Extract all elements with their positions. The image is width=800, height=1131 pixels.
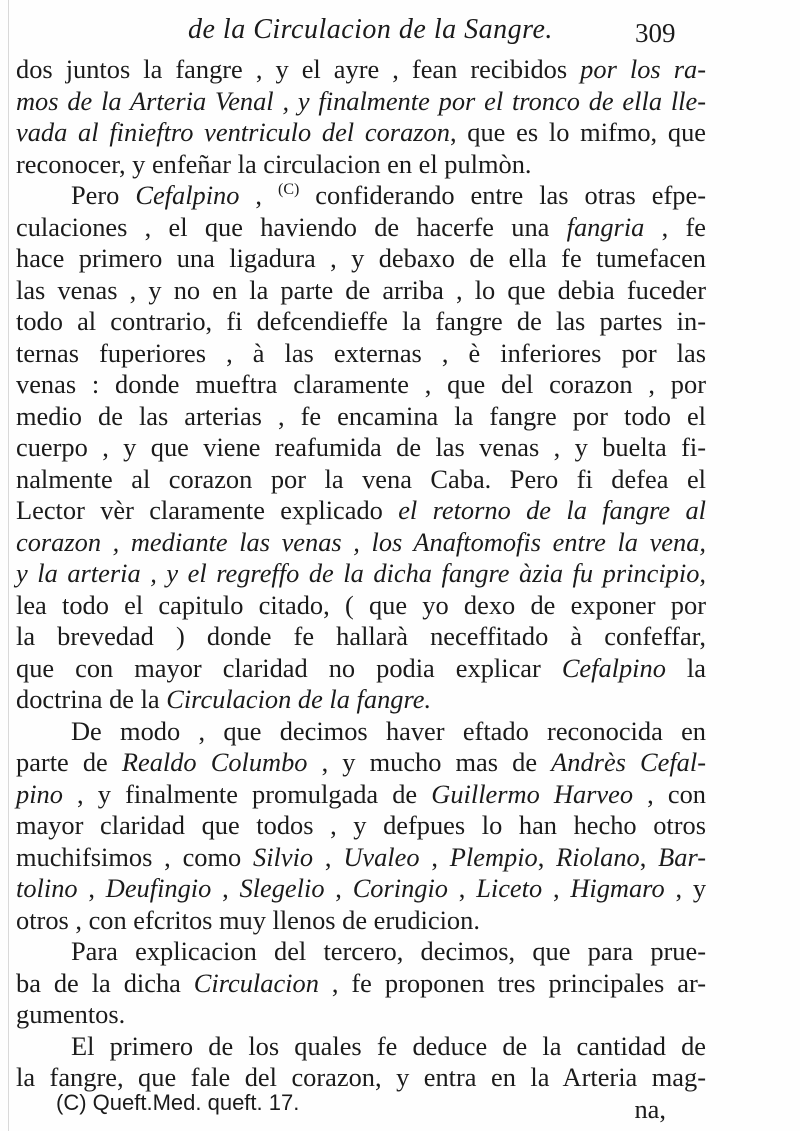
text-run: culaciones , el que haviendo de hacerfe una	[16, 211, 567, 242]
text-run: gumentos.	[16, 999, 126, 1029]
italic-text: fangria	[566, 211, 645, 242]
italic-text: el retorno de la fangre al	[398, 495, 706, 525]
text-run: El primero de los quales fe deduce de la cantidad de	[71, 1030, 706, 1061]
text-run: otros , con efcritos muy llenos de erudicion.	[16, 904, 480, 935]
text-run: hace primero una ligadura , y debaxo de ella fe tumefacen	[16, 243, 706, 273]
italic-text: Riolano	[556, 841, 640, 872]
text-line	[16, 810, 706, 842]
text-run: ,	[419, 841, 450, 872]
text-line	[16, 369, 706, 401]
italic-text: Plempio	[449, 841, 538, 872]
text-run: muchifsimos , como	[16, 841, 254, 872]
text-line	[16, 117, 706, 149]
text-line	[16, 527, 706, 559]
text-line	[16, 905, 706, 937]
page-edge-shadow	[8, 0, 9, 1131]
text-run: venas : donde mueftra claramente , que del corazon , por	[16, 369, 706, 399]
italic-text: Bar-	[658, 841, 707, 872]
running-head	[0, 14, 800, 48]
italic-text: mos de la Arteria Venal , y finalmente por el tronco de ella lle-	[16, 85, 706, 116]
footnote-reference: (C)	[278, 181, 300, 198]
text-run: las venas , y no en la parte de arriba , lo que debia fuceder	[16, 274, 706, 305]
italic-text: Coringio	[352, 873, 449, 903]
italic-text: Liceto	[476, 873, 543, 903]
text-run: De modo , que decimos haver eftado reconocida en	[71, 715, 706, 746]
text-run: reconocer, y enfeñar la circulacion en el pulmòn.	[16, 148, 532, 179]
text-run: parte de	[16, 747, 122, 777]
text-line	[16, 558, 706, 590]
italic-text: Cefalpino	[135, 180, 240, 210]
text-line	[16, 621, 706, 653]
text-line	[16, 464, 706, 496]
text-line	[16, 684, 706, 716]
text-run: , con	[633, 778, 706, 809]
footnote: (C) Queft.Med. queft. 17.	[56, 1090, 300, 1115]
italic-text: vada al finieftro ventriculo del corazon	[16, 117, 450, 147]
text-run: nalmente al corazon por la vena Caba. Pero fi defea el	[16, 463, 706, 494]
text-line	[16, 590, 706, 622]
italic-text: Cefalpino	[561, 652, 666, 683]
text-line	[16, 275, 706, 307]
text-run: , y mucho mas de	[307, 747, 552, 777]
text-run: la	[665, 652, 706, 683]
text-line	[16, 842, 706, 874]
text-line	[16, 243, 706, 275]
text-line	[16, 212, 706, 244]
italic-text: pino	[16, 778, 63, 809]
italic-text: Silvio	[253, 841, 314, 872]
italic-text: Circulacion de la fangre.	[166, 684, 432, 714]
italic-text: y la arteria , y el regreffo de la dicha fangre àzia fu principio,	[16, 558, 706, 588]
text-run: todo al contrario, fi defcendieffe la fangre de las partes in-	[16, 306, 706, 336]
text-run: , y finalmente promulgada de	[62, 778, 432, 809]
text-run: ternas fuperiores , à las externas , è inferiores por las	[16, 337, 706, 368]
text-run: ,	[537, 841, 557, 872]
text-run: ,	[313, 841, 344, 872]
text-line	[16, 180, 706, 212]
body-text	[16, 54, 706, 1125]
page-number: 309	[635, 18, 676, 48]
text-line	[16, 716, 706, 748]
text-run: lea todo el capitulo citado, ( que yo dexo de exponer por	[16, 589, 706, 620]
text-line	[16, 747, 706, 779]
text-run: doctrina de la	[16, 684, 167, 714]
italic-text: por los ra-	[580, 54, 706, 84]
catchword: na,	[634, 1093, 666, 1124]
italic-text: Andrès Cefal-	[551, 747, 706, 777]
italic-text: tolino	[16, 873, 78, 903]
text-line	[16, 54, 706, 86]
text-line	[16, 653, 706, 685]
italic-text: Higmaro	[570, 873, 665, 903]
text-line	[16, 1031, 706, 1063]
text-run: , fe	[644, 211, 706, 242]
text-run: ,	[542, 873, 571, 903]
text-run: ,	[448, 873, 477, 903]
italic-text: Guillermo Harveo	[431, 778, 634, 809]
text-run: confiderando entre las otras efpe-	[299, 180, 706, 210]
text-line	[16, 779, 706, 811]
text-run: medio de las arterias , fe encamina la fangre por todo el	[16, 400, 706, 431]
text-line	[16, 338, 706, 370]
text-run: la fangre, que fale del corazon, y entra en la Arteria mag-	[16, 1062, 706, 1092]
text-run: ,	[639, 841, 659, 872]
text-run: cuerpo , y que viene reafumida de las venas , y buelta fi-	[16, 432, 706, 462]
text-run: Pero	[71, 180, 136, 210]
running-title: de la Circulacion de la Sangre.	[188, 14, 553, 45]
italic-text: Slegelio	[239, 873, 325, 903]
text-run: ,	[77, 873, 106, 903]
text-run: ,	[239, 180, 278, 210]
text-line	[16, 86, 706, 118]
text-run: Lector vèr claramente explicado	[16, 495, 399, 525]
italic-text: Deufingio	[105, 873, 212, 903]
text-run: Para explicacion del tercero, decimos, que para prue-	[71, 936, 706, 966]
text-line	[16, 968, 706, 1000]
text-run: ,	[211, 873, 240, 903]
text-run: mayor claridad que todos , y defpues lo han hecho otros	[16, 810, 706, 840]
text-run: ba de la dicha	[16, 967, 194, 998]
text-line	[16, 432, 706, 464]
text-run: , y	[664, 873, 707, 903]
text-line	[16, 306, 706, 338]
italic-text: Circulacion	[193, 967, 319, 998]
text-run: , fe proponen tres principales ar-	[318, 967, 706, 998]
italic-text: Realdo Columbo	[121, 747, 308, 777]
text-line	[16, 1062, 706, 1094]
text-line	[16, 936, 706, 968]
text-run: , que es lo mifmo, que	[449, 117, 707, 147]
text-line	[16, 873, 706, 905]
text-run: ,	[324, 873, 353, 903]
text-line	[16, 495, 706, 527]
text-run: que con mayor claridad no podia explicar	[16, 652, 562, 683]
text-line	[16, 149, 706, 181]
text-line	[16, 999, 706, 1031]
text-run: dos juntos la fangre , y el ayre , fean recibidos	[16, 54, 581, 84]
italic-text: Uvaleo	[343, 841, 420, 872]
text-line	[16, 401, 706, 433]
text-run: la brevedad ) donde fe hallarà neceffitado à confeffar,	[16, 621, 706, 651]
italic-text: corazon , mediante las venas , los Anaftomofis entre la vena,	[16, 526, 706, 557]
